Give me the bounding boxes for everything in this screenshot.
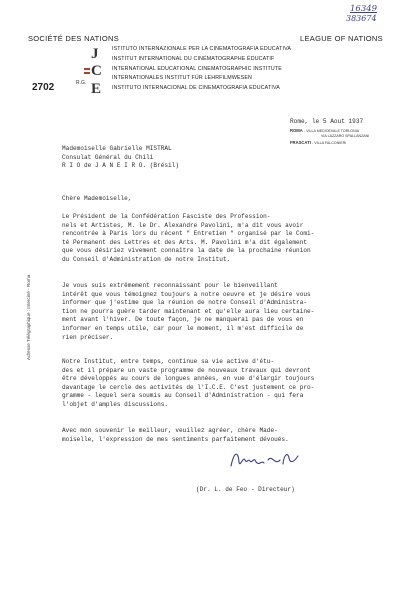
recipient-line: Mademoiselle Gabrielle MISTRAL (62, 145, 172, 152)
institute-logo (84, 44, 110, 96)
institute-line: INSTITUTO INTERNACIONAL DE CINEMATOGRAFIA EDUCATIVA (112, 85, 280, 92)
institute-line: INTERNATIONAL EDUCATIONAL CINEMATOGRAPHIC INSTITUTE (112, 65, 282, 72)
institute-line: ISTITUTO INTERNAZIONALE PER LA CINEMATOGRAFIA EDUCATIVA (112, 46, 292, 52)
signer-name: (Dr. L. de Feo - Directeur) (196, 486, 295, 493)
signature (228, 446, 308, 472)
svg-text:J: J (91, 46, 99, 62)
logo-mark: R.G. (76, 80, 87, 86)
letter-date: Rome, le 5 Aout 1937 (290, 118, 364, 125)
institute-name-lines (112, 46, 291, 95)
institute-line: INTERNATIONALES INSTITUT FÜR LEHRFILMWESEN (112, 75, 253, 82)
address-line: FRASCATI - VILLA FALCONIERI (290, 140, 347, 145)
recipient-line: R I O de J A N E I R O. (Brésil) (62, 162, 180, 170)
institute-line: INSTITUT INTERNATIONAL DU CINÉMATOGRAPHE ÉDUCATIF (112, 55, 275, 62)
svg-text:E: E (91, 81, 102, 96)
header-left: SOCIÉTÉ DES NATIONS (28, 34, 119, 43)
ice-logo-icon (84, 44, 110, 96)
body-paragraph-3: Notre Institut, entre temps, continue sa vie active d'étu- des et il prépare un vaste programme de nouveaux travaux qui devront être développés au cours de longues années, en vue d'élargir toujours davantage le cercle des activités de l'I.C.E. C'est justement ce pro- gramme - lequel sera soumis au Conseil d'Administration - qui fera l'objet d'amples discussions. (62, 358, 315, 408)
archive-annotation-top: 16349 (350, 4, 378, 14)
recipient-line: Consulat Général du Chili (62, 153, 154, 161)
header-right: LEAGUE OF NATIONS (300, 34, 383, 43)
telegraph-address: Adresse Télégraphique : Interciné - Roma (26, 274, 31, 360)
archive-annotation-second: 383674 (346, 14, 377, 23)
address-block (290, 128, 369, 146)
signature-scribble-icon (228, 446, 308, 472)
body-paragraph-1: Le Président de la Confédération Fasciste des Profession- nels et Artistes, M. le Dr. Alexandre Pavolini, m'a dit vous avoir rencontrée à Paris lors du récent " Entretien " organisé par le Comi- té Permanent des Lettres et des Arts. M. Pavolini m'a dit également que vous désiriez vivement connaître la date de la prochaine réunion du Conseil d'Administration de notre Institut. (62, 213, 315, 263)
body-paragraph-4: Avec mon souvenir le meilleur, veuillez agréer, chère Made- moiselle, l'expression de mes sentiments parfaitement dévoués. (62, 427, 289, 443)
address-line: VIA LAZZARO SPALLANZANI (321, 134, 370, 138)
body-paragraph-2: Je vous suis extrêmement reconnaissant pour le bienveillant intérêt que vous témoignez toujours à notre oeuvre et je désire vous informer que j'estime que la réunion de notre Conseil d'Administra- tion ne pourra guère tarder maintenant et qu'elle aura lieu certaine- ment avant l'hiver. De toute façon, je ne manquerai pas de vous en informer en temps utile, car pour le moment, il m'est difficile de rien préciser. (62, 282, 315, 341)
ref-number: 2702 (32, 82, 55, 93)
recipient-block (62, 145, 179, 171)
svg-text:C: C (91, 63, 102, 79)
salutation: Chère Mademoiselle, (62, 195, 132, 202)
address-line: ROMA - VILLA MEDIOEVALE TORLONIA (290, 128, 360, 133)
